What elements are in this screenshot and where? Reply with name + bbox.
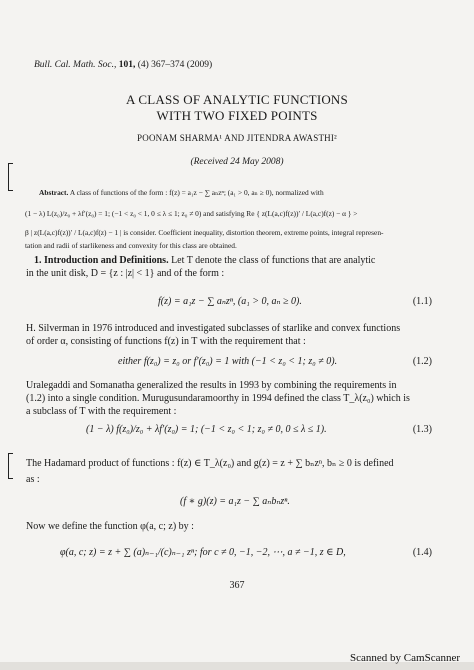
equation-number-1-4: (1.4) [412,547,432,558]
paragraph-2-line-3: a subclass of T with the requirement : [26,406,177,417]
abstract-line-1 [39,188,324,197]
section-heading: 1. Introduction and Definitions. [34,255,169,266]
abstract-text-1: A class of functions of the form : f(z) = a₁z − ∑ aₙzⁿ; (a₁ > 0, aₙ ≥ 0), normalized with [69,188,324,197]
received-date: (Received 24 May 2008) [190,157,284,167]
equation-number-1-3: (1.3) [412,424,432,435]
page-number: 367 [229,580,245,591]
section-1-text: Let T denote the class of functions that are analytic [171,255,376,266]
journal-name: Bull. Cal. Math. Soc., [34,60,117,70]
scanner-watermark: Scanned by CamScanner [350,652,460,664]
section-1-line-2: in the unit disk, D = {z : |z| < 1} and of the form : [26,268,225,279]
paragraph-2-line-1: Uralegaddi and Somanatha generalized the results in 1993 by combining the requirements in [26,380,397,391]
paragraph-4: Now we define the function φ(a, c; z) by : [26,521,194,532]
abstract-line-2: (1 − λ) L(z₀)/z₀ + λf′(z₀) = 1; (−1 < z₀ < 1, 0 ≤ λ ≤ 1; z₀ ≠ 0) and satisfying Re { z(L(a,c)f(z))′ / L(a,c)f(z) − α } > [25,209,358,218]
paper-title-line1: A CLASS OF ANALYTIC FUNCTIONS [126,92,348,107]
margin-bracket-mark [8,453,13,479]
journal-pages: (4) 367–374 (2009) [137,60,213,70]
equation-1-2: either f(z₀) = z₀ or f′(z₀) = 1 with (−1 < z₀ < 1; z₀ ≠ 0). [118,356,338,367]
abstract-label: Abstract. [39,188,69,197]
paper-title-line2: WITH TWO FIXED POINTS [156,108,318,123]
equation-number-1-2: (1.2) [412,356,432,367]
paragraph-3-line-2: as : [26,474,40,485]
equation-number-1-1: (1.1) [412,296,432,307]
paragraph-2-line-2: (1.2) into a single condition. Murugusundaramoorthy in 1994 defined the class T_λ(z₀) which is [26,393,410,404]
equation-1-3: (1 − λ) f(z₀)/z₀ + λf′(z₀) = 1; (−1 < z₀ < 1; z₀ ≠ 0, 0 ≤ λ ≤ 1). [86,424,327,435]
journal-volume: 101, [118,60,136,70]
journal-reference [34,60,212,70]
paragraph-1-line-2: of order α, consisting of functions f(z) in T with the requirement that : [26,336,306,347]
equation-1-1: f(z) = a₁z − ∑ aₙzⁿ, (a₁ > 0, aₙ ≥ 0). [158,296,302,307]
abstract-line-4: tation and radii of starlikeness and convexity for this class are obtained. [25,241,237,250]
section-1-line-1 [34,255,375,266]
equation-1-4: φ(a, c; z) = z + ∑ (a)ₙ₋₁/(c)ₙ₋₁ zⁿ; for c ≠ 0, −1, −2, ⋯, a ≠ −1, z ∈ D, [60,547,346,558]
paragraph-1-line-1: H. Silverman in 1976 introduced and investigated subclasses of starlike and convex functions [26,323,401,334]
abstract-line-3: β | z(L(a,c)f(z))′ / L(a,c)f(z) − 1 | is consider. Coefficient inequality, distortion theorem, extreme points, integral represen- [25,228,384,237]
margin-bracket-mark [8,163,13,191]
authors: POONAM SHARMA¹ AND JITENDRA AWASTHI² [137,133,337,143]
paragraph-3-line-1: The Hadamard product of functions : f(z) ∈ T_λ(z₀) and g(z) = z + ∑ bₙzⁿ, bₙ ≥ 0 is defined [26,458,394,469]
equation-hadamard-product: (f ∗ g)(z) = a₁z − ∑ aₙbₙzⁿ. [180,496,290,507]
